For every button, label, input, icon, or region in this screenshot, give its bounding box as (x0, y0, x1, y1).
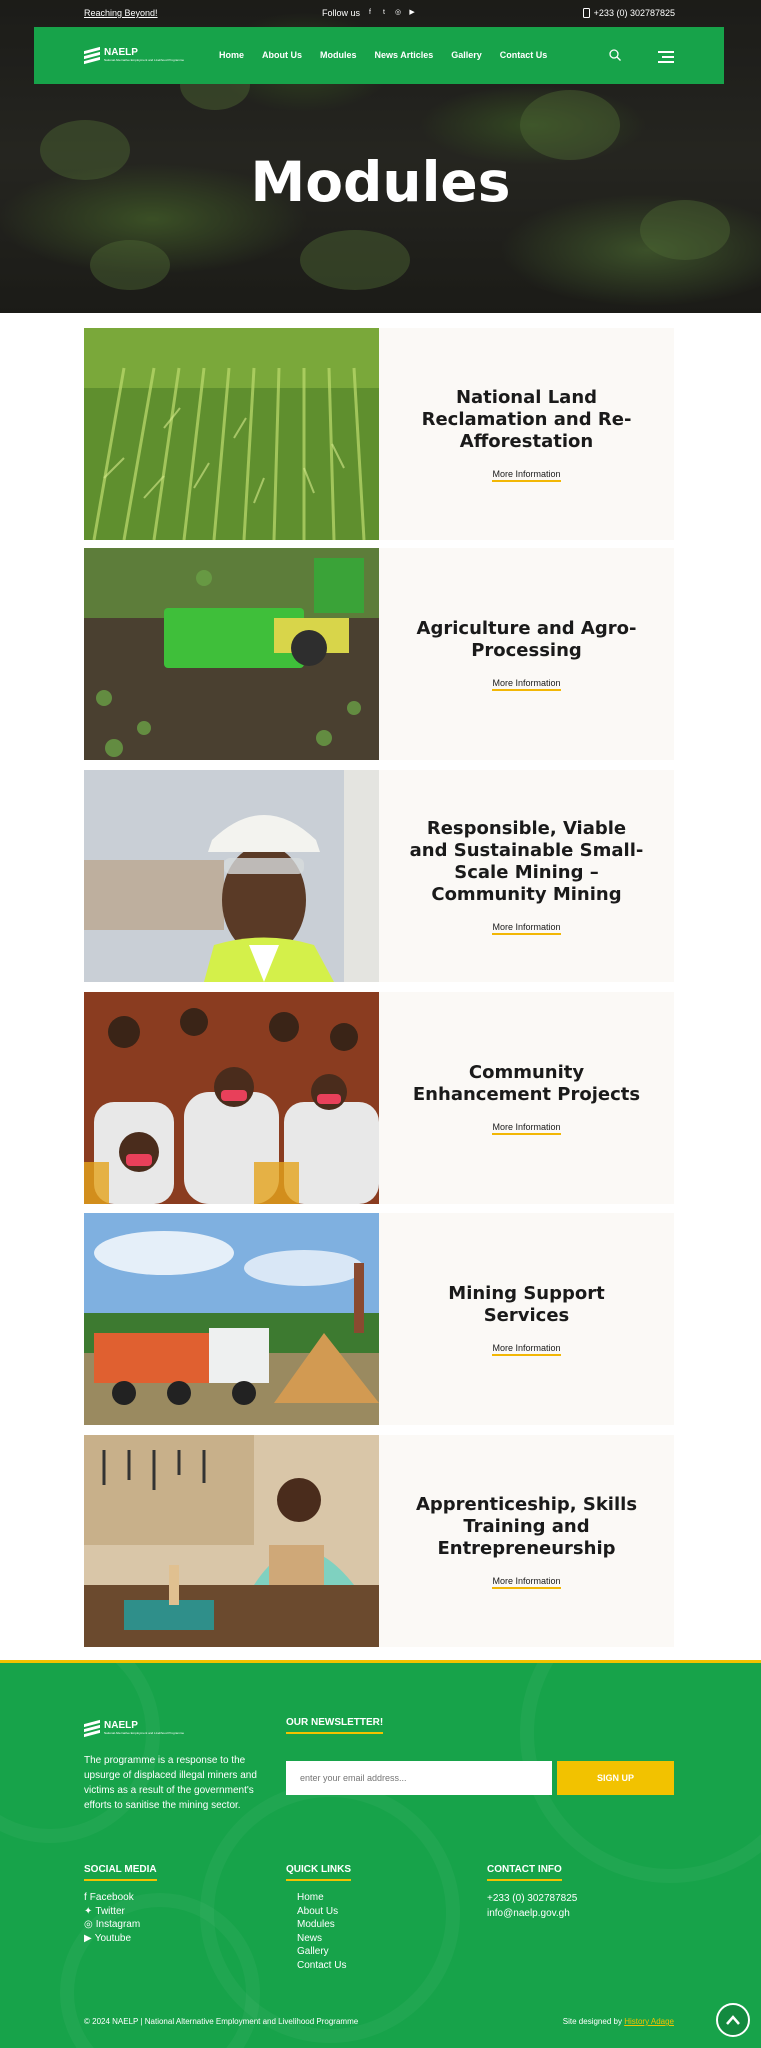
module-title: National Land Reclamation and Re-Afforestation (421, 386, 632, 452)
module-image-tractor (84, 548, 379, 760)
page-title: Modules (250, 150, 511, 214)
footer-description: The programme is a response to the upsurge of displaced illegal miners and victims as a result of the government's efforts to sanitise the mining sector. (84, 1755, 257, 1811)
contact-info-list (487, 1891, 577, 1921)
follow-us (322, 8, 416, 18)
youtube-icon: ▶ (84, 1932, 92, 1944)
social-label: Youtube (94, 1932, 132, 1944)
follow-label: Follow us (322, 8, 361, 18)
logo-mark-icon (84, 1720, 100, 1736)
module-image-cornfield (84, 328, 379, 540)
module-image-community-meeting (84, 992, 379, 1204)
copyright: © 2024 NAELP | National Alternative Employment and Livelihood Programme (84, 2017, 359, 2026)
social-instagram[interactable] (84, 1918, 140, 1932)
top-bar (0, 0, 761, 27)
module-title: Apprenticeship, Skills Training and Entrepreneurship (415, 1493, 638, 1559)
quick-links-heading: QUICK LINKS (286, 1864, 351, 1881)
hero-banner (0, 0, 761, 313)
module-card (84, 1213, 674, 1425)
sign-up-button[interactable]: SIGN UP (557, 1761, 674, 1795)
module-title: Mining Support Services (448, 1282, 605, 1326)
module-title: Agriculture and Agro-Processing (416, 617, 637, 661)
facebook-icon: f (84, 1892, 87, 1903)
phone-number: +233 (0) 302787825 (593, 8, 675, 18)
back-to-top-button[interactable] (716, 2003, 750, 2037)
nav-news[interactable]: News Articles (374, 50, 434, 60)
tagline-link[interactable]: Reaching Beyond! (84, 8, 158, 18)
site-footer (0, 1660, 761, 2048)
instagram-icon: ◎ (84, 1919, 93, 1930)
social-twitter[interactable] (84, 1905, 140, 1919)
more-information-link[interactable]: More Information (492, 922, 560, 935)
facebook-icon[interactable]: f (369, 9, 371, 16)
more-information-link[interactable]: More Information (492, 1343, 560, 1356)
quick-link-gallery[interactable]: Gallery (297, 1946, 329, 1957)
social-media-heading: SOCIAL MEDIA (84, 1864, 157, 1881)
brand-subtitle: National Alternative Employment and Livelihood Programme (104, 58, 185, 62)
nav-about[interactable]: About Us (262, 50, 303, 60)
module-image-artisan-workshop (84, 1435, 379, 1647)
instagram-icon[interactable]: ◎ (394, 9, 402, 16)
logo-mark-icon (84, 47, 100, 63)
footer-brand-subtitle: National Alternative Employment and Livelihood Programme (104, 1731, 185, 1735)
quick-link-home[interactable]: Home (297, 1892, 324, 1903)
contact-email[interactable]: info@naelp.gov.gh (487, 1908, 570, 1919)
main-navbar (34, 27, 724, 84)
newsletter-heading: OUR NEWSLETTER! (286, 1717, 383, 1734)
more-information-link[interactable]: More Information (492, 1576, 560, 1589)
credit-link[interactable]: History Adage (624, 2017, 674, 2026)
quick-links-list (297, 1891, 346, 1972)
credit-prefix: Site designed by (562, 2017, 622, 2026)
mobile-phone-icon (583, 8, 590, 18)
hamburger-menu-icon[interactable] (658, 51, 674, 62)
twitter-icon: ✦ (84, 1905, 93, 1917)
social-label: Instagram (95, 1919, 141, 1930)
footer-logo[interactable] (84, 1720, 184, 1736)
chevron-up-icon (725, 2014, 741, 2026)
social-youtube[interactable] (84, 1932, 140, 1946)
top-phone[interactable] (583, 8, 675, 18)
quick-link-contact[interactable]: Contact Us (297, 1959, 347, 1971)
quick-link-news[interactable]: News (297, 1932, 323, 1944)
social-facebook[interactable] (84, 1891, 140, 1905)
contact-info-heading: CONTACT INFO (487, 1864, 562, 1881)
nav-modules[interactable]: Modules (320, 50, 357, 60)
module-card (84, 1435, 674, 1647)
nav-contact[interactable]: Contact Us (499, 50, 548, 60)
more-information-link[interactable]: More Information (492, 678, 560, 691)
social-label: Facebook (89, 1892, 134, 1903)
newsletter-email-input[interactable] (286, 1761, 552, 1795)
twitter-icon[interactable]: t (383, 9, 385, 16)
module-image-miner (84, 770, 379, 982)
module-title: Community Enhancement Projects (412, 1061, 641, 1105)
module-card (84, 992, 674, 1204)
social-media-list (84, 1891, 140, 1945)
nav-home[interactable]: Home (219, 50, 245, 60)
quick-link-modules[interactable]: Modules (297, 1919, 335, 1930)
module-image-dump-truck (84, 1213, 379, 1425)
quick-link-about[interactable]: About Us (297, 1905, 339, 1917)
module-card (84, 548, 674, 760)
module-title: Responsible, Viable and Sustainable Small-Scale Mining – Community Mining (409, 817, 644, 905)
more-information-link[interactable]: More Information (492, 1122, 560, 1135)
nav-links (219, 50, 547, 60)
site-credit (563, 2017, 674, 2026)
search-icon[interactable] (609, 49, 621, 61)
site-logo[interactable] (84, 47, 184, 63)
contact-phone[interactable]: +233 (0) 302787825 (487, 1893, 578, 1904)
nav-gallery[interactable]: Gallery (451, 50, 482, 60)
social-label: Twitter (95, 1905, 125, 1917)
more-information-link[interactable]: More Information (492, 469, 560, 482)
youtube-icon[interactable]: ▶ (409, 9, 415, 16)
brand-name: NAELP (104, 47, 138, 58)
module-card (84, 770, 674, 982)
footer-brand-name: NAELP (104, 1720, 138, 1731)
module-card (84, 328, 674, 540)
